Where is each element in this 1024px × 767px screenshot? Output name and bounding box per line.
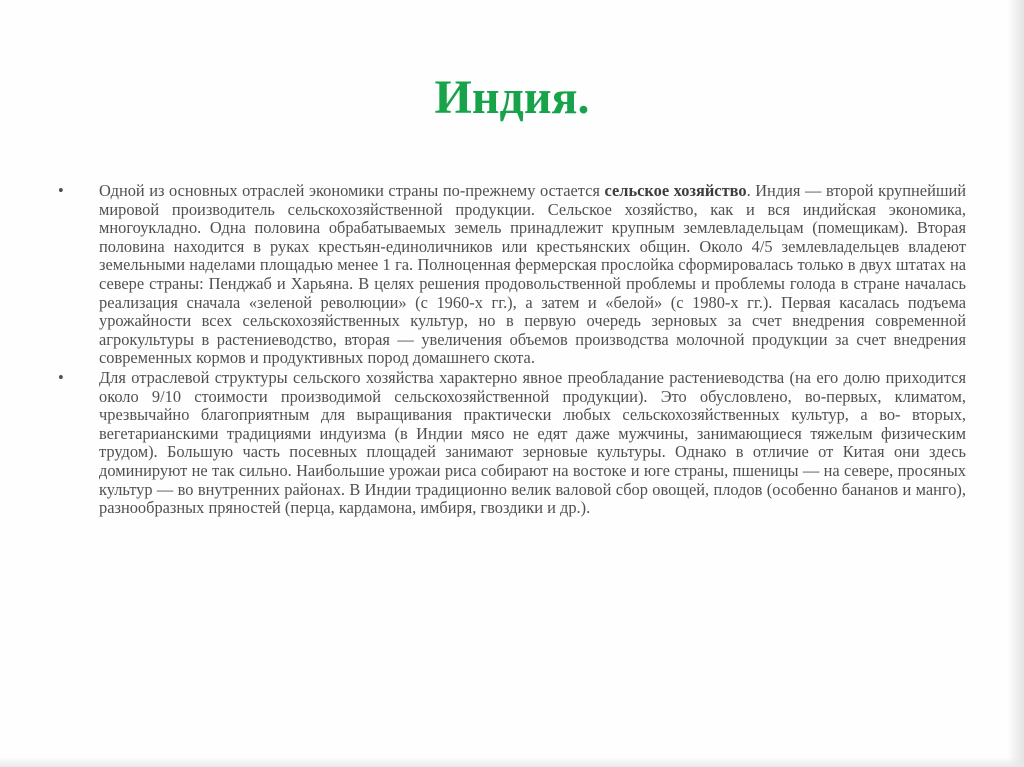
bullet-paragraph-agriculture <box>58 182 966 368</box>
slide-bottom-shadow <box>0 757 1024 767</box>
paragraph-text-end: . Индия — второй крупнейший мировой производитель сельскохозяйственной продукции. Сельское хозяйство, как и вся индийская экономика, многоукладно. Одна половина обрабатываемых земель принадлежит крупным землевладельцам (помещикам). Вторая половина находится в руках крестьян-единоличников или крестьянских общин. Около 4/5 землевладельцев владеют земельными наделами площадью менее 1 га. Полноценная фермерская прослойка сформировалась только в двух штатах на севере страны: Пенджаб и Харьяна. В целях решения продовольственной проблемы и проблемы голода в стране началась реализация сначала «зеленой революции» (с 1960-х гг.), а затем и «белой» (с 1980-х гг.). Первая касалась подъема урожайности всех сельскохозяйственных культур, но в первую очередь зерновых за счет внедрения современной агрокультуры в растениеводство, вторая — увеличения объемов производства молочной продукции за счет внедрения современных кормов и продуктивных пород домашнего скота. <box>99 181 967 368</box>
paragraph-text-start: Одной из основных отраслей экономики страны по-прежнему остается <box>99 181 605 200</box>
bullet-icon: • <box>58 367 64 387</box>
bullet-paragraph-structure <box>58 369 966 518</box>
slide-edge-shadow <box>1008 0 1024 767</box>
bullet-list <box>58 182 966 519</box>
bold-term: сельское хозяйство <box>604 181 747 200</box>
slide-title: Индия. <box>434 71 590 124</box>
bullet-icon: • <box>58 181 64 200</box>
paragraph-text: Для отраслевой структуры сельского хозяйства характерно явное преобладание растениеводства (на его долю приходится около 9/10 стоимости производимой сельскохозяйственной продукции). Это обусловлено, во-первых, климатом, чрезвычайно благоприятным для выращивания практически любых сельскохозяйственных культур, а во- вторых, вегетарианскими традициями индуизма (в Индии мясо не едят даже мужчины, занимающиеся тяжелым физическим трудом). Большую часть посевных площадей занимают зерновые культуры. Однако в отличие от Китая они здесь доминируют не так сильно. Наибольшие урожаи риса собирают на востоке и юге страны, пшеницы — на севере, просяных культур — во внутренних районах. В Индии традиционно велик валовой сбор овощей, плодов (особенно бананов и манго), разнообразных пряностей (перца, кардамона, имбиря, гвоздики и др.). <box>99 367 966 518</box>
